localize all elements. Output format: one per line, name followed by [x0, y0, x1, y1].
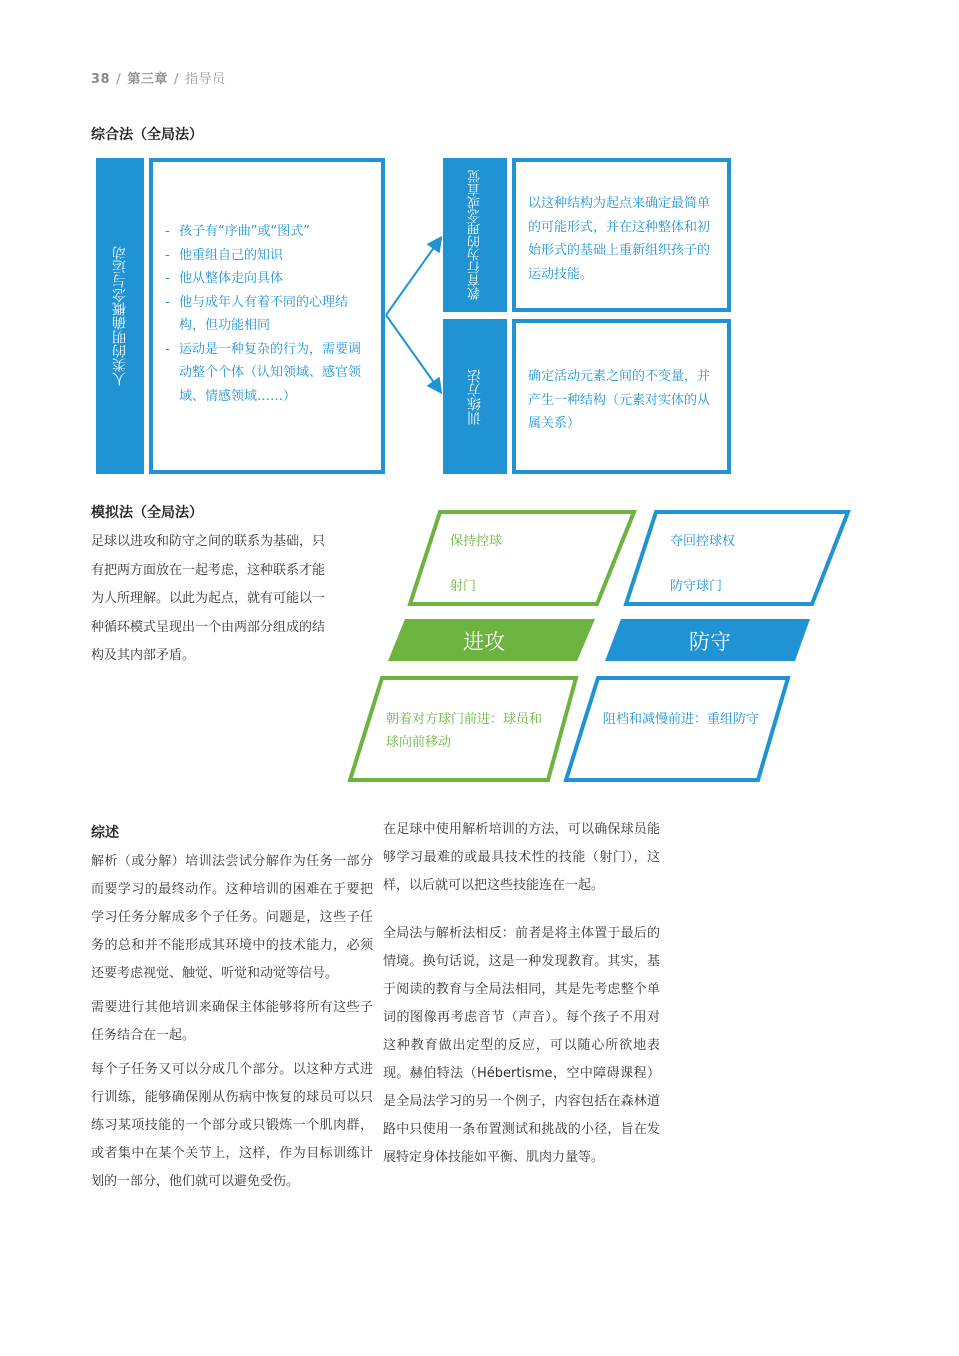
education-text: 以这种结构为起点来确定最简单的可能形式，并在这种整体和初始形式的基础上重新组织孩子的运动技能。 — [528, 196, 711, 282]
bullet-item: - 他重组自己的知识 — [165, 244, 371, 268]
defense-bottom-text: 阻档和减慢前进：重组防守 — [603, 712, 760, 727]
arrow-down — [386, 315, 440, 391]
summary-paragraph: 需要进行其他培训来确保主体能够将所有这些子任务结合在一起。 — [91, 1000, 373, 1043]
attack-top-item: 射门 — [450, 579, 477, 594]
branch-arrows — [380, 225, 450, 400]
training-bar — [443, 319, 507, 474]
education-bar — [443, 158, 507, 312]
training-bar-label: 训练方法 — [467, 368, 483, 425]
attack-label: 进攻 — [463, 630, 505, 654]
training-text: 确定活动元素之间的不变量，并产生一种结构（元素对实体的从属关系） — [528, 369, 711, 431]
summary-paragraph: 每个子任务又可以分成几个部分。以这种方式进行训练，能够确保刚从伤病中恢复的球员可以只练习某项技能的一个部分或只锻炼一个肌肉群，或者集中在某个关节上，这样，作为目标训练计划的一部分，他们就可以避免受伤。 — [91, 1062, 373, 1189]
bullet-item: - 运动是一种复杂的行为，需要调动整个个体（认知领域、感官领域、情感领域……） — [165, 338, 371, 409]
training-box — [512, 319, 731, 474]
summary-title: 综述 — [91, 825, 119, 841]
arrow-up — [386, 239, 440, 315]
simulation-title: 模拟法（全局法） — [91, 505, 203, 521]
running-header: 38 / 第三章 / 指导员 — [91, 72, 226, 87]
bullet-list — [165, 220, 371, 408]
defense-top-item: 防守球门 — [670, 579, 723, 594]
summary-right-column — [383, 816, 660, 1178]
page-number: 38 — [91, 72, 111, 87]
defense-label: 防守 — [689, 630, 731, 654]
bullet-item: - 他从整体走向具体 — [165, 267, 371, 291]
attack-top-shape — [410, 512, 634, 604]
bullets-box — [149, 158, 385, 474]
attack-top-item: 保持控球 — [450, 534, 503, 549]
synthetic-title: 综合法（全局法） — [91, 127, 203, 143]
summary-paragraph: 解析（或分解）培训法尝试分解作为任务一部分而要学习的最终动作。这种培训的困难在于要把学习任务分解成多个子任务。问题是，这些子任务的总和并不能形成其环境中的技术能力，必须还要考虑视觉、触觉、听觉和动觉等信号。 — [91, 854, 373, 981]
education-box — [512, 158, 731, 312]
concept-bar — [96, 158, 144, 474]
chapter-label: 第三章 — [127, 72, 168, 87]
section-label: 指导员 — [185, 72, 226, 87]
summary-left-column — [91, 848, 373, 1202]
bullet-item: - 他与成年人有着不同的心理结构，但功能相同 — [165, 291, 371, 338]
simulation-paragraph: 足球以进攻和防守之间的联系为基础，只有把两方面放在一起考虑，这种联系才能为人所理解。以此为起点，就有可能以一种循环模式呈现出一个由两部分组成的结构及其内部矛盾。 — [91, 534, 326, 663]
defense-top-item: 夺回控球权 — [670, 534, 736, 549]
bullet-item: - 孩子有“序曲”或“图式” — [165, 220, 371, 244]
attack-bottom-text: 朝着对方球门前进：球员和球向前移动 — [386, 712, 543, 750]
summary-paragraph: 在足球中使用解析培训的方法，可以确保球员能够学习最难的或最具技术性的技能（射门），这样，以后就可以把这些技能连在一起。 — [383, 822, 660, 893]
defense-top-shape — [626, 512, 848, 604]
concept-bar-label: 人类的明确概念与运动 — [112, 246, 128, 386]
education-bar-label: 教育行为的理念或直觉 — [467, 170, 483, 300]
summary-paragraph: 全局法与解析法相反：前者是将主体置于最后的情境。换句话说，这是一种发现教育。其实，基于阅读的教育与全局法相同，其是先考虑整个单词的图像再考虑音节（声音）。每个孩子不用对这种教育做出定型的反应，可以随心所欲地表现。赫伯特法（Hébertisme，空中障碍课程）是全局法学习的另一个例子，内容包括在森林道路中只使用一条布置测试和挑战的小径，旨在发展特定身体技能如平衡、肌肉力量等。 — [383, 926, 660, 1165]
